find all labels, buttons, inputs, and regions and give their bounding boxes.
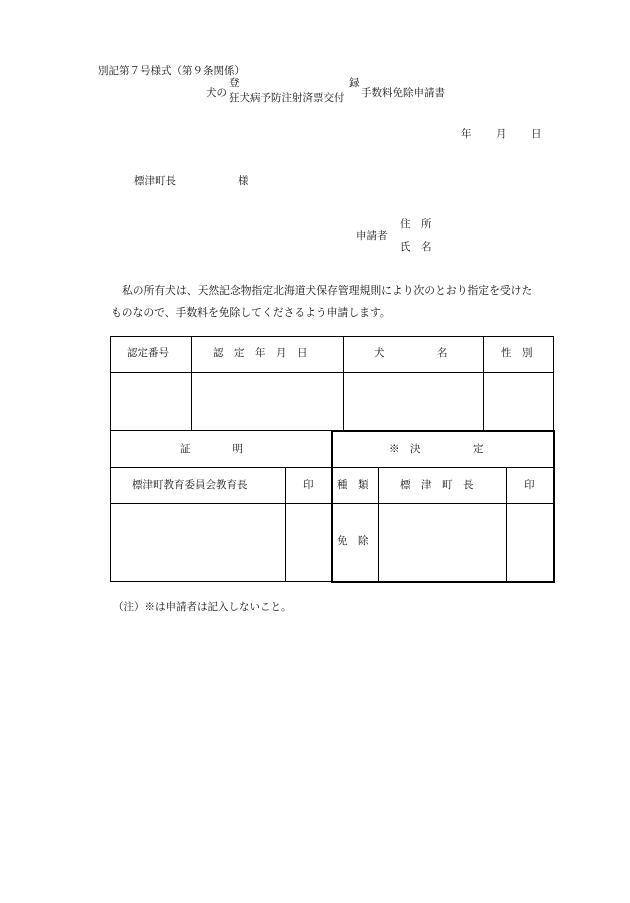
date-day: 日 (531, 128, 542, 140)
applicant-address-label: 住 所 (400, 218, 432, 230)
header-type: 種 類 (337, 479, 369, 491)
date-year: 年 (461, 128, 472, 140)
addressee-honorific: 様 (238, 175, 249, 187)
addressee-name: 標津町長 (134, 175, 176, 187)
date-month: 月 (496, 128, 507, 140)
title-ruby-top-1: 登 (229, 77, 240, 89)
header-seal-left: 印 (303, 479, 314, 491)
body-text-line-2: ものなので、手数料を免除してくださるよう申請します。 (111, 306, 391, 319)
header-registration-date: 認 定 年 月 日 (213, 347, 308, 359)
header-registration-number: 認定番号 (127, 347, 169, 359)
title-ruby-bottom: 狂犬病予防注射済票交付 (229, 92, 345, 104)
body-text-line-1: 私の所有犬は、天然記念物指定北海道犬保存管理規則により次のとおり指定を受けた (122, 284, 533, 297)
footnote: （注）※は申請者は記入しないこと。 (113, 601, 292, 613)
header-education-superintendent: 標津町教育委員会教育長 (132, 479, 248, 491)
form-number: 別記第７号様式（第９条関係） (98, 65, 245, 77)
decision-title: ※ 決 定 (389, 443, 484, 455)
title-prefix: 犬の (206, 87, 227, 99)
type-value-exemption: 免 除 (337, 535, 369, 547)
header-seal-right: 印 (524, 479, 535, 491)
header-sex: 性 別 (501, 347, 533, 359)
title-suffix: 手数料免除申請書 (361, 87, 445, 99)
applicant-name-label: 氏 名 (400, 241, 432, 253)
applicant-label: 申請者 (356, 230, 388, 242)
header-mayor: 標 津 町 長 (400, 479, 474, 491)
title-ruby-top-2: 録 (349, 77, 360, 89)
header-dog-name: 犬 名 (374, 347, 448, 359)
certification-title: 証 明 (180, 443, 243, 455)
